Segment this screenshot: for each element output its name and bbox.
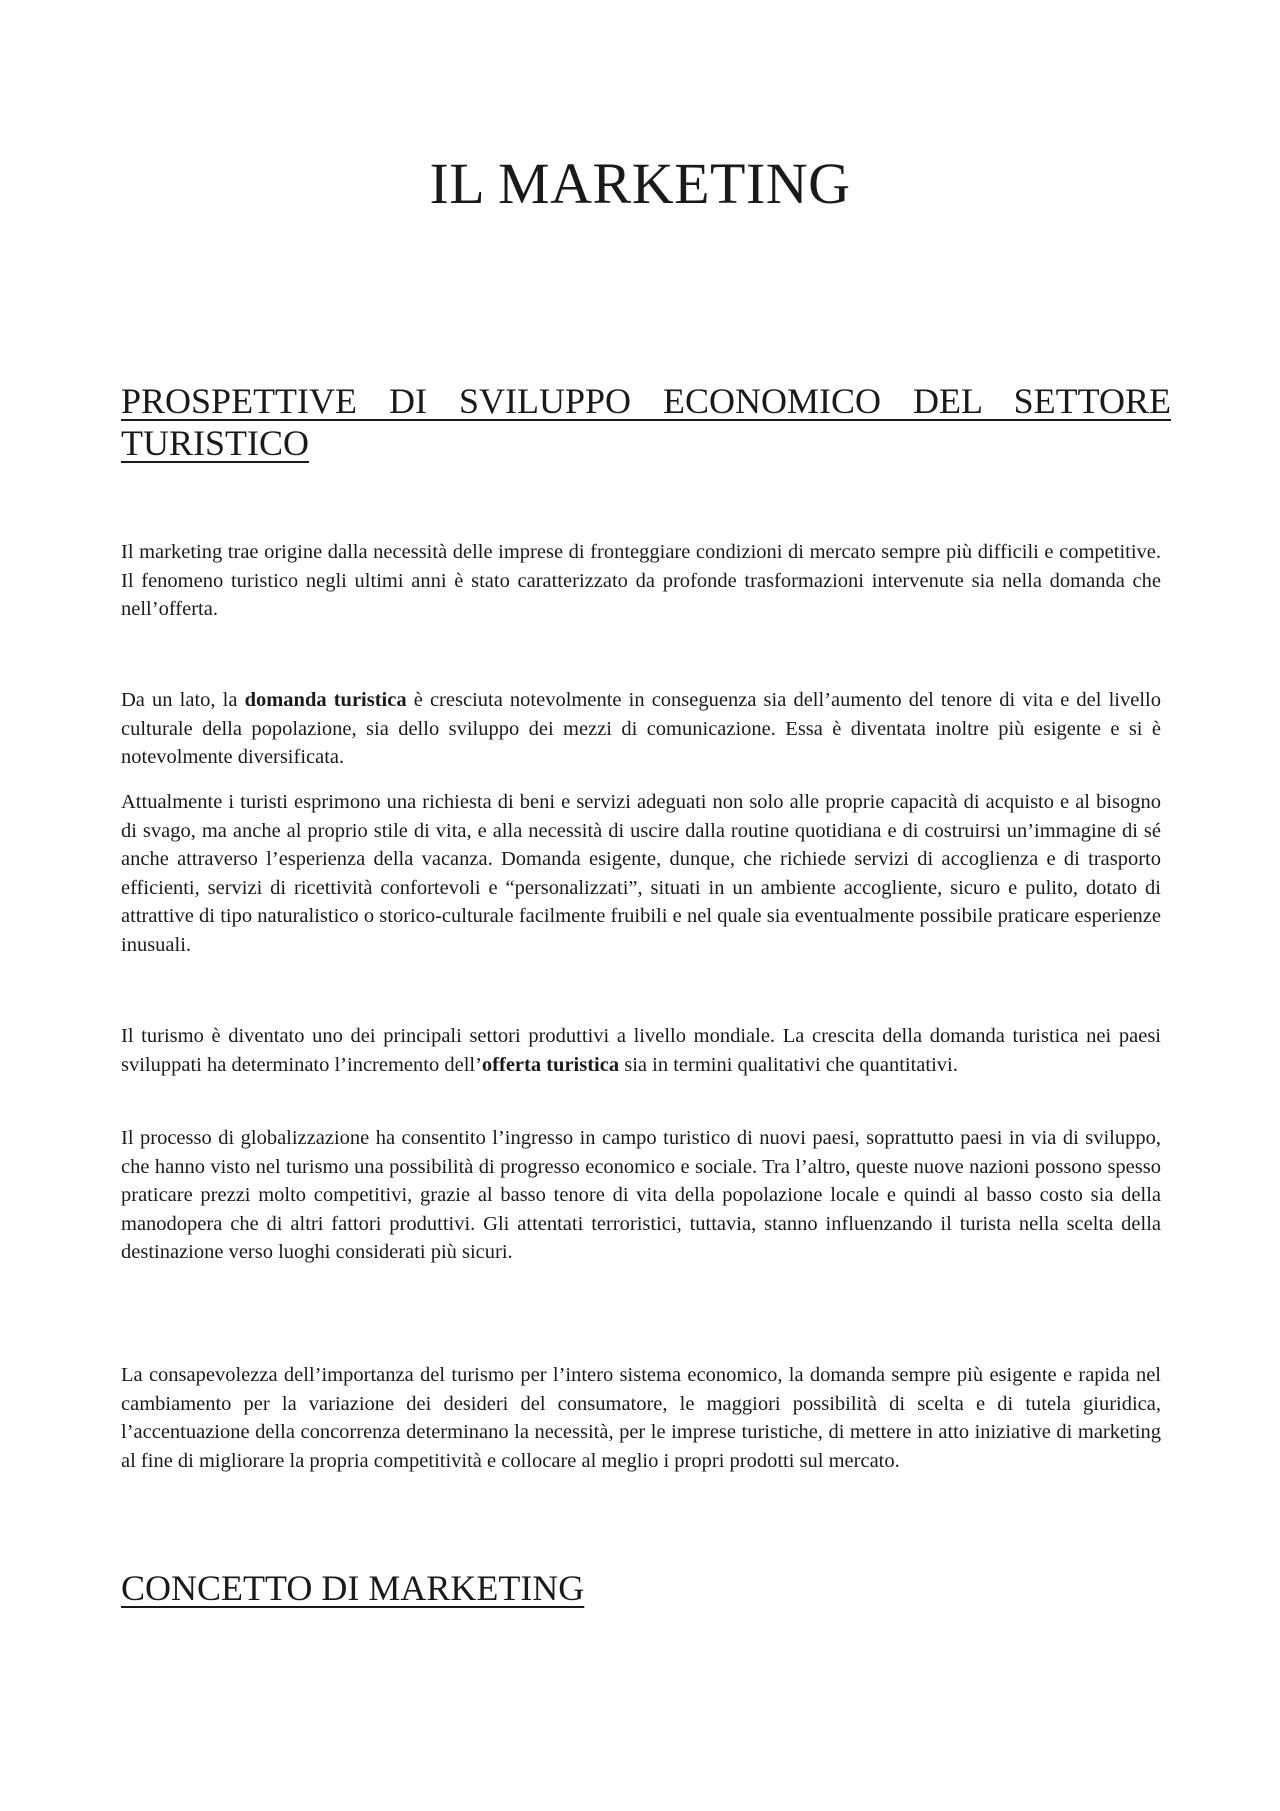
section-heading-concetto-marketing: CONCETTO DI MARKETING	[121, 1568, 585, 1608]
bold-term-offerta-turistica: offerta turistica	[481, 1053, 620, 1076]
paragraph-globalizzazione: Il processo di globalizzazione ha consentito l’ingresso in campo turistico di nuovi paesi, soprattutto paesi in via di sviluppo, che hanno visto nel turismo una possibilità di progresso economico e sociale. Tra l’altro, queste nuove nazioni possono spesso praticare prezzi molto competitivi, grazie al basso tenore di vita della popolazione locale e quindi al basso costo sia della manodopera che di altri fattori produttivi. Gli attentati terroristici, tuttavia, stanno influenzando il turista nella scelta della destinazione verso luoghi considerati più sicuri.	[121, 1127, 1161, 1264]
paragraph-text: Il turismo è diventato uno dei principali settori produttivi a livello mondiale. La crescita della domanda turistica nei paesi sviluppati ha determinato l’incremento dell’	[121, 1025, 1161, 1076]
paragraph-text: Da un lato, la	[121, 689, 245, 711]
document-title: IL MARKETING	[429, 151, 851, 216]
paragraph-consapevolezza: La consapevolezza dell’importanza del turismo per l’intero sistema economico, la domanda sempre più esigente e rapida nel cambiamento per la variazione dei desideri del consumatore, le maggiori possibilità di scelta e di tutela giuridica, l’accentuazione della concorrenza determinano la necessità, per le imprese turistiche, di mettere in atto iniziative di marketing al fine di migliorare la propria competitività e collocare al meglio i propri prodotti sul mercato.	[121, 1364, 1161, 1472]
paragraph-text: sia in termini qualitativi che quantitativi.	[619, 1053, 958, 1076]
paragraph-origine-marketing: Il marketing trae origine dalla necessità delle imprese di fronteggiare condizioni di mercato sempre più difficili e competitive. Il fenomeno turistico negli ultimi anni è stato caratterizzato da profonde trasformazioni intervenute sia nella domanda che nell’offerta.	[121, 541, 1161, 621]
bold-term-domanda-turistica: domanda turistica	[244, 689, 407, 711]
paragraph-offerta-turistica	[121, 1022, 1161, 1079]
paragraph-domanda-turistica	[121, 686, 1161, 772]
paragraph-text: è cresciuta notevolmente in conseguenza sia dell’aumento del tenore di vita e del livello culturale della popolazione, sia dello sviluppo dei mezzi di comunicazione. Essa è diventata inoltre più esigente e si è notevolmente diversificata.	[121, 689, 1161, 769]
section-heading-prospettive: PROSPETTIVE DI SVILUPPO ECONOMICO DEL SETTORE TURISTICO	[121, 381, 1171, 463]
paragraph-richiesta-turisti: Attualmente i turisti esprimono una richiesta di beni e servizi adeguati non solo alle proprie capacità di acquisto e al bisogno di svago, ma anche al proprio stile di vita, e alla necessità di uscire dalla routine quotidiana e di costruirsi un’immagine di sé anche attraverso l’esperienza della vacanza. Domanda esigente, dunque, che richiede servizi di accoglienza e di trasporto efficienti, servizi di ricettività confortevoli e “personalizzati”, situati in un ambiente accogliente, sicuro e pulito, dotato di attrattive di tipo naturalistico o storico-culturale facilmente fruibili e nel quale sia eventualmente possibile praticare esperienze inusuali.	[121, 791, 1161, 956]
